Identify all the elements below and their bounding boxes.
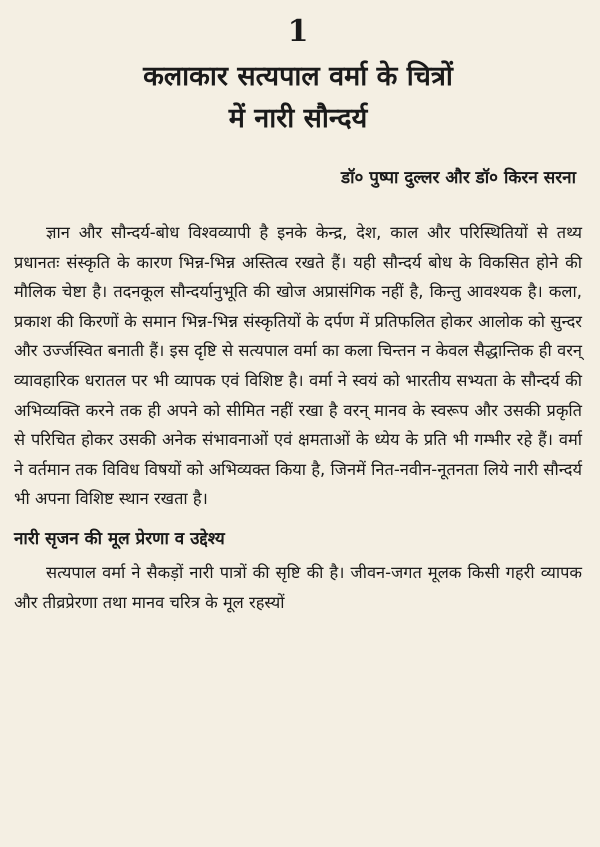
chapter-number: 1: [287, 14, 309, 49]
chapter-authors: डॉ० पुष्पा दुल्लर और डॉ० किरन सरना: [340, 168, 576, 188]
chapter-title-line-2: में नारी सौन्दर्य: [228, 103, 368, 134]
chapter-title-line-1: कलाकार सत्यपाल वर्मा के चित्रों: [143, 61, 453, 92]
body-paragraph-1: ज्ञान और सौन्दर्य-बोध विश्वव्यापी है इनके केन्द्र, देश, काल और परिस्थितियों से तथ्य प्रधानतः संस्कृति के कारण भिन्न-भिन्न अस्तित्व रखते हैं। यही सौन्दर्य बोध के विकसित होने की मौलिक चेष्टा है। तदनकूल सौन्दर्यानुभूति की खोज अप्रासंगिक नहीं है, किन्तु आवश्यक है। कला, प्रकाश की किरणों के समान भिन्न-भिन्न संस्कृतियों के दर्पण में प्रतिफलित होकर आलोक को सुन्दर और उर्ज्जस्वित बनाती हैं। इस दृष्टि से सत्यपाल वर्मा का कला चिन्तन न केवल सैद्धान्तिक ही वरन् व्यावहारिक धरातल पर भी व्यापक एवं विशिष्ट है। वर्मा ने स्वयं को भारतीय सभ्यता के सौन्दर्य की अभिव्यक्ति करने तक ही अपने को सीमित नहीं रखा है वरन् मानव के स्वरूप और उसकी प्रकृति से परिचित होकर उसकी अनेक संभावनाओं एवं क्षमताओं के ध्येय के प्रति भी गम्भीर रहे हैं। वर्मा ने वर्तमान तक विविध विषयों को अभिव्यक्त किया है, जिनमें नित-नवीन-नूतनता लिये नारी सौन्दर्य भी अपना विशिष्ट स्थान रखता है।: [14, 223, 582, 509]
chapter-title: [14, 56, 582, 140]
body-paragraph-2: सत्यपाल वर्मा ने सैकड़ों नारी पात्रों की सृष्टि की है। जीवन-जगत मूलक किसी गहरी व्यापक और तीव्रप्रेरणा तथा मानव चरित्र के मूल रहस्यों: [14, 562, 582, 612]
section-heading: नारी सृजन की मूल प्रेरणा व उद्देश्य: [14, 528, 225, 549]
